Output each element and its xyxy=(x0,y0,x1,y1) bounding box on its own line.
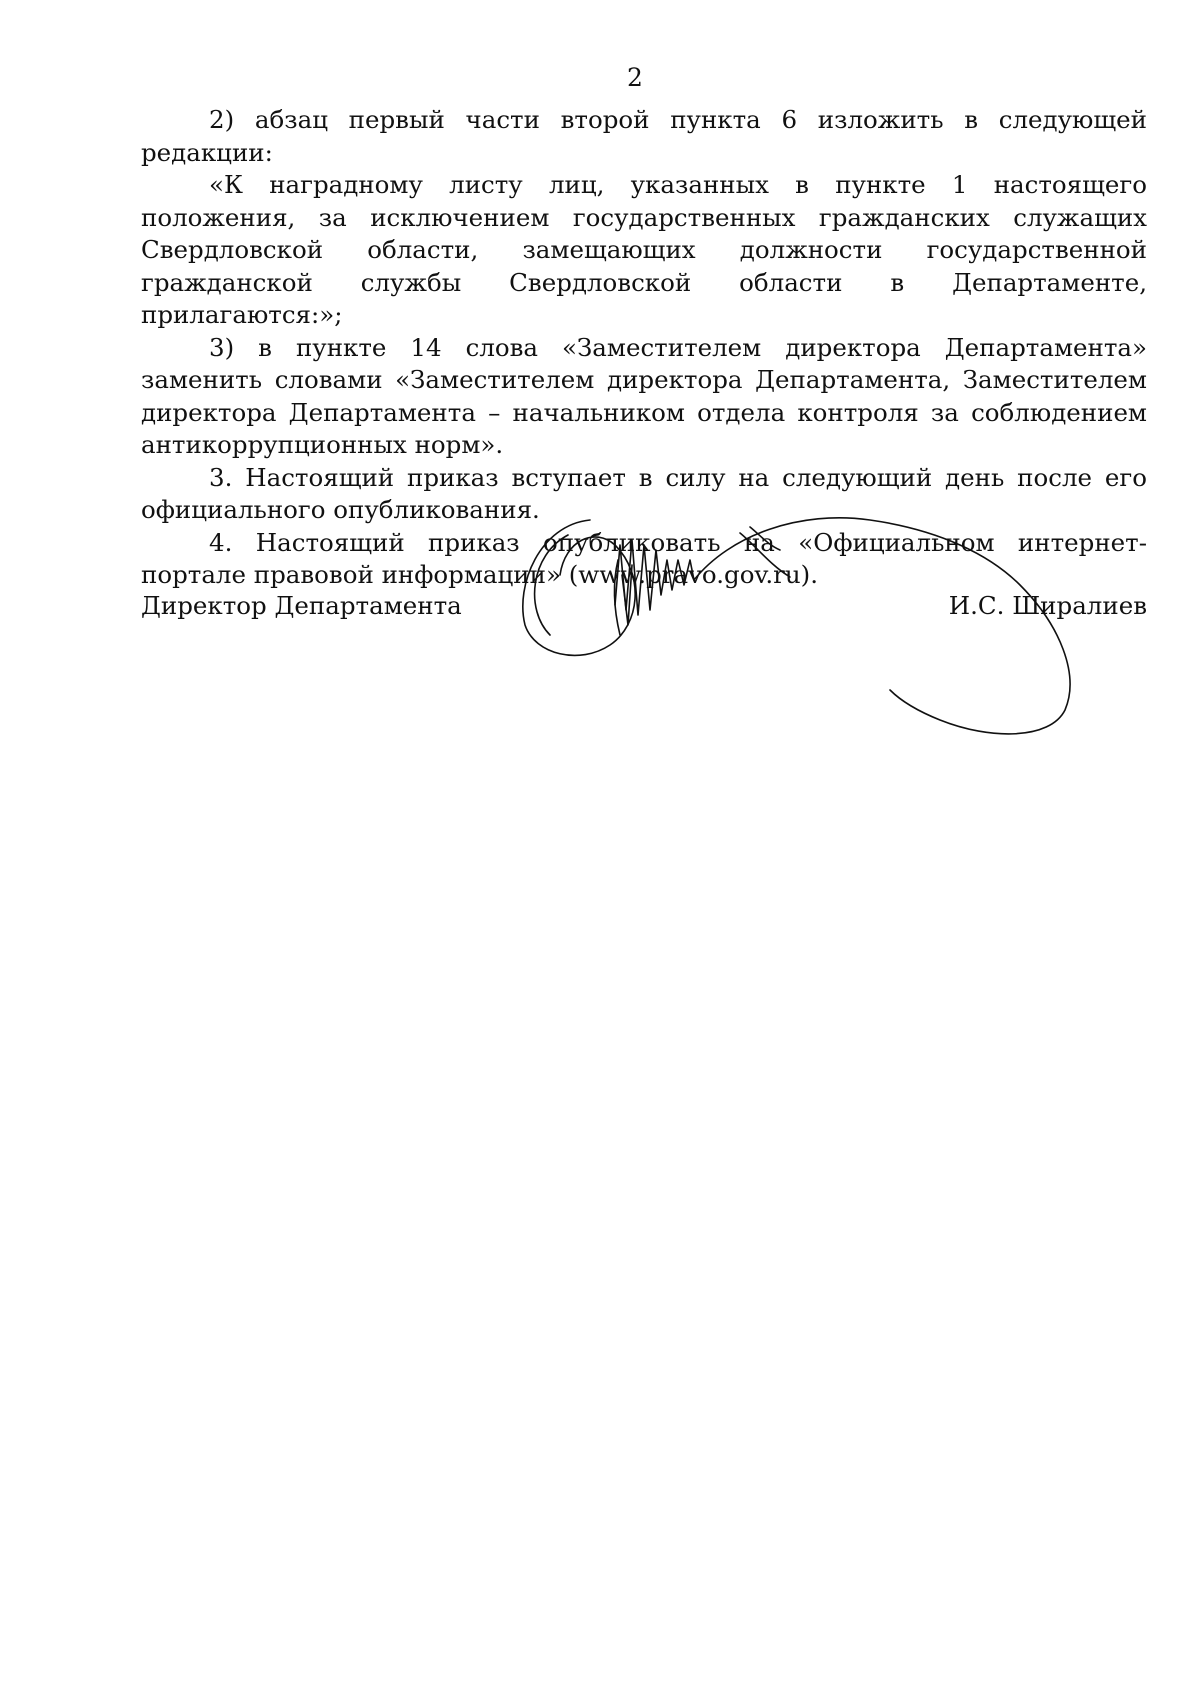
signature-block xyxy=(141,590,1147,630)
signatory-position: Директор Департамента xyxy=(141,591,462,620)
document-body xyxy=(141,104,1147,592)
page-number: 2 xyxy=(627,63,643,92)
paragraph-amendment-2: 2) абзац первый части второй пункта 6 изложить в следующей редакции: xyxy=(141,105,1147,167)
paragraph-effective-date: 3. Настоящий приказ вступает в силу на следующий день после его официального опубликования. xyxy=(141,462,1147,524)
paragraph-amendment-3: 3) в пункте 14 слова «Заместителем директора Департамента» заменить словами «Заместителем директора Департамента, Заместителем директора Департамента – начальником отдела контроля за соблюдением антикоррупционных норм». xyxy=(141,332,1147,459)
signatory-name: И.С. Ширалиев xyxy=(948,591,1147,620)
paragraph-quoted-text: «К наградному листу лиц, указанных в пункте 1 настоящего положения, за исключением государственных гражданских служащих Свердловской области, замещающих должности государственной гражданской службы Свердловской области в Департаменте, прилагаются:»; xyxy=(141,170,1147,329)
paragraph-publication: 4. Настоящий приказ опубликовать на «Официальном интернет-портале правовой информации» (www.pravo.gov.ru). xyxy=(141,527,1147,589)
